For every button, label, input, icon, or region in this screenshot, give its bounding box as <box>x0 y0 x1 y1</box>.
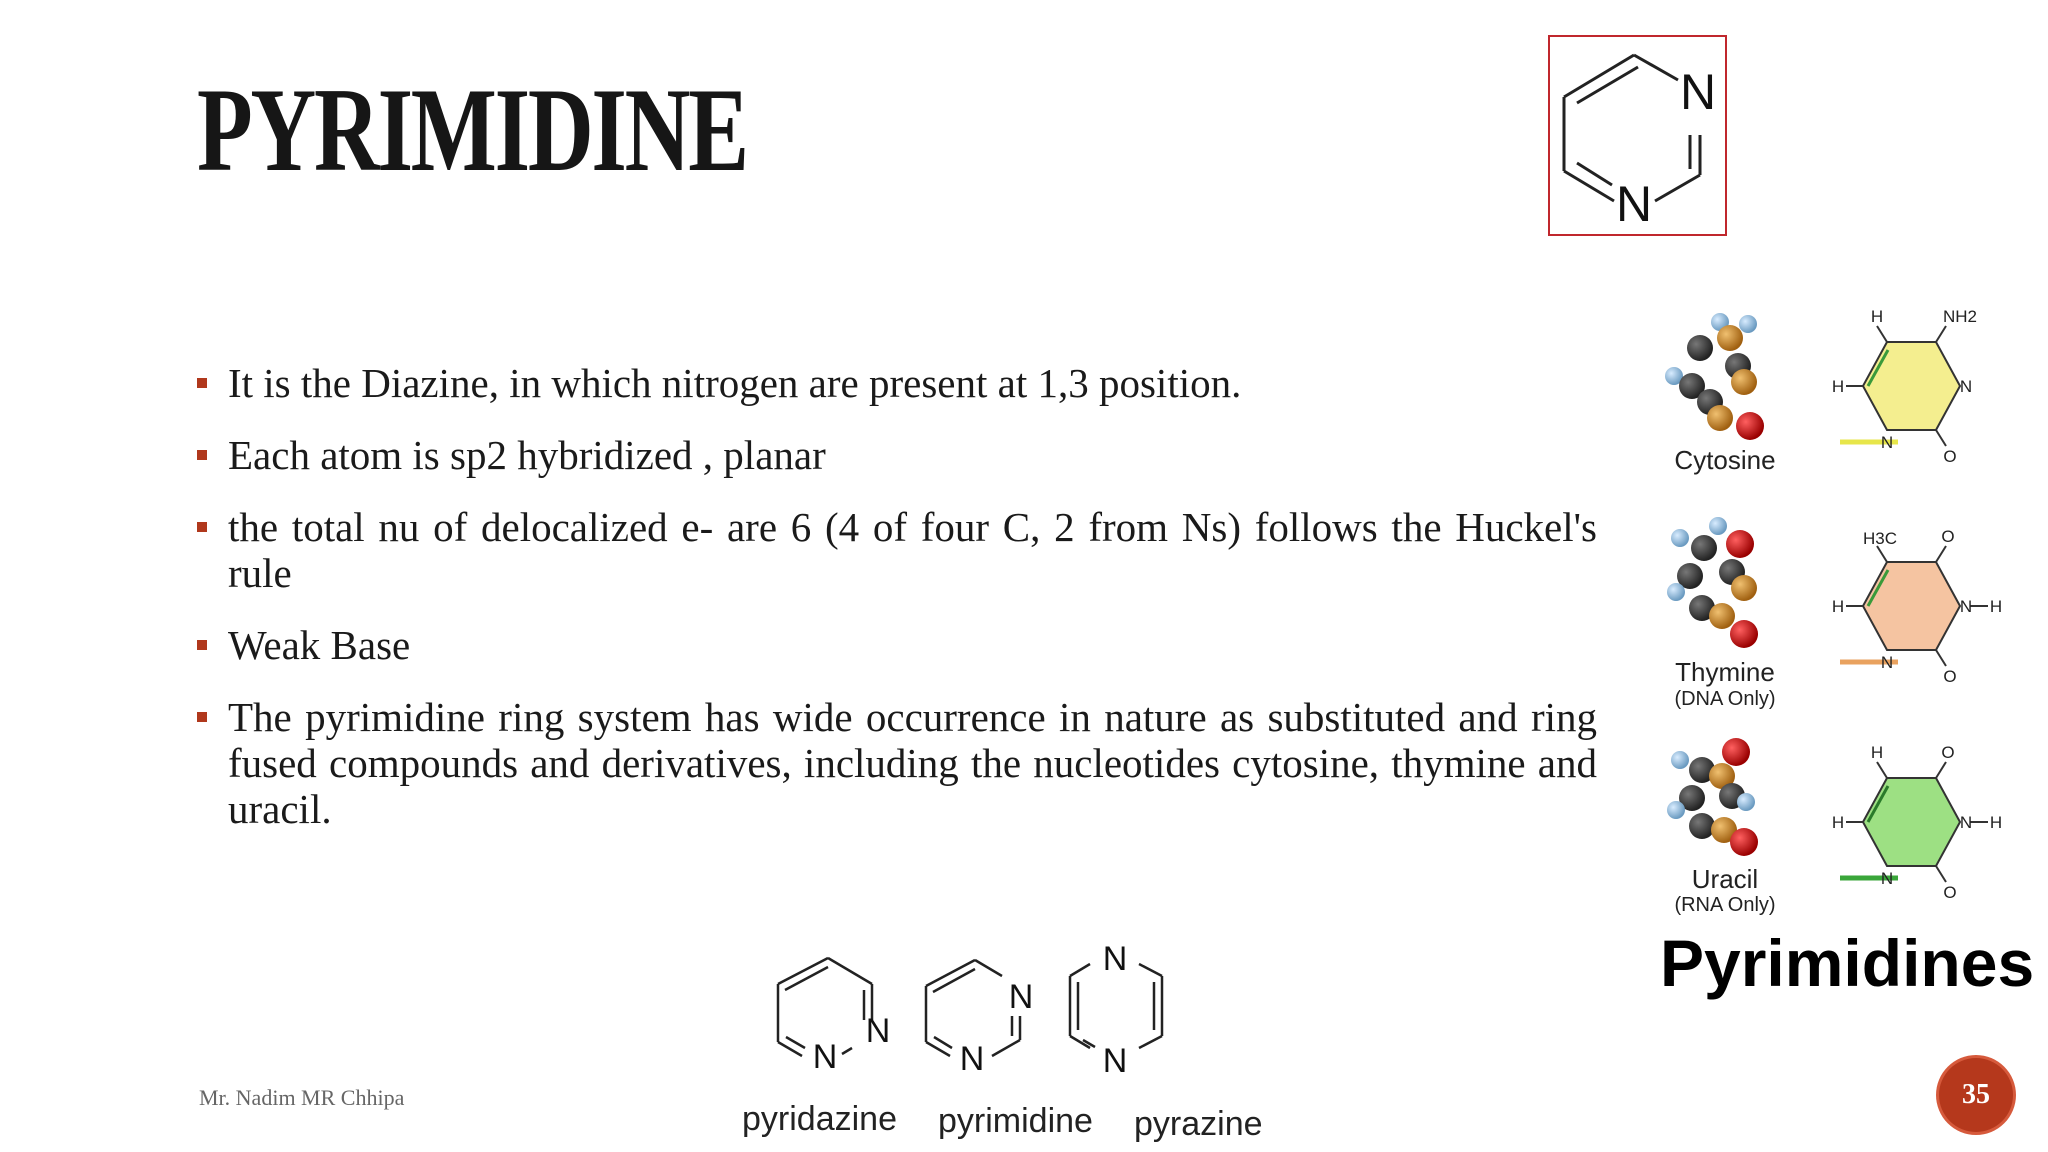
cytosine-nh2: NH2 <box>1942 307 1978 326</box>
thymine-h-right: H <box>1989 597 2003 616</box>
thymine-h-left: H <box>1831 597 1845 616</box>
page-number-badge <box>1939 1058 2013 1132</box>
nucleobases-panel <box>1640 290 2048 930</box>
pyrimidine-structure-box <box>1548 35 1727 236</box>
uracil-o-bottom: O <box>1943 883 1957 902</box>
cytosine-n-right: N <box>1959 377 1973 396</box>
bullet-item <box>197 360 1597 406</box>
bullet-item <box>197 504 1597 596</box>
pyrazine-atom-n2: N <box>1102 1042 1128 1080</box>
pyridazine-label: pyridazine <box>742 1100 897 1138</box>
uracil-n-bottom: N <box>1880 869 1894 888</box>
bullet-item <box>197 694 1597 832</box>
bullet-marker <box>197 522 207 532</box>
bullet-item <box>197 432 1597 478</box>
cytosine-h-left: H <box>1831 377 1845 396</box>
slide-title: PYRIMIDINE <box>197 63 747 196</box>
bullet-marker <box>197 450 207 460</box>
bullet-text: Each atom is sp2 hybridized , planar <box>228 432 826 478</box>
thymine-o-top: O <box>1941 527 1955 546</box>
author-footer: Mr. Nadim MR Chhipa <box>199 1085 405 1110</box>
thymine-n-bottom: N <box>1880 653 1894 672</box>
pyrimidine-atom-n1: N <box>1008 978 1034 1016</box>
bullet-list <box>197 360 1597 858</box>
pyridazine-atom-n1: N <box>865 1012 891 1050</box>
thymine-molecule-model <box>1667 517 1758 648</box>
uracil-molecule-model <box>1667 738 1758 856</box>
uracil-h-right: H <box>1989 813 2003 832</box>
thymine-note: (DNA Only) <box>1674 688 1776 710</box>
bullet-marker <box>197 640 207 650</box>
bullet-text: The pyrimidine ring system has wide occurrence in nature as substituted and ring fused compounds and derivatives, including the nucleotides cytosine, thymine and uracil. <box>228 694 1597 832</box>
pyrimidines-heading: Pyrimidines <box>1660 926 2035 1000</box>
bullet-text: It is the Diazine, in which nitrogen are present at 1,3 position. <box>228 360 1242 406</box>
uracil-o-top: O <box>1941 743 1955 762</box>
uracil-n-right: N <box>1959 813 1973 832</box>
uracil-note: (RNA Only) <box>1674 894 1776 916</box>
ring-atom-n-top: N <box>1679 64 1717 120</box>
thymine-h3c: H3C <box>1862 529 1898 548</box>
bullet-item <box>197 622 1597 668</box>
pyridazine-atom-n2: N <box>812 1038 838 1076</box>
uracil-label: Uracil <box>1691 864 1759 894</box>
ring-atom-n-bottom: N <box>1615 176 1653 232</box>
cytosine-h-top: H <box>1870 307 1884 326</box>
thymine-n-right: N <box>1959 597 1973 616</box>
cytosine-structure <box>1840 326 1960 446</box>
pyrazine-label: pyrazine <box>1134 1105 1263 1143</box>
cytosine-o-bottom: O <box>1943 447 1957 466</box>
cytosine-n-bottom: N <box>1880 433 1894 452</box>
pyrimidine-ring-diagram <box>1550 37 1725 234</box>
thymine-o-bottom: O <box>1943 667 1957 686</box>
uracil-h-left: H <box>1831 813 1845 832</box>
pyrimidine-atom-n2: N <box>959 1040 985 1078</box>
pyrazine-atom-n1: N <box>1102 940 1128 978</box>
bullet-text: Weak Base <box>228 622 411 668</box>
uracil-h-top: H <box>1870 743 1884 762</box>
page-number: 35 <box>1962 1079 1990 1110</box>
cytosine-molecule-model <box>1665 313 1764 440</box>
cytosine-label: Cytosine <box>1674 445 1776 475</box>
pyrimidine-label: pyrimidine <box>938 1102 1093 1140</box>
bullet-marker <box>197 378 207 388</box>
bullet-marker <box>197 712 207 722</box>
bullet-text: the total nu of delocalized e- are 6 (4 of four C, 2 from Ns) follows the Huckel's rule <box>228 504 1597 596</box>
thymine-label: Thymine <box>1675 657 1775 687</box>
